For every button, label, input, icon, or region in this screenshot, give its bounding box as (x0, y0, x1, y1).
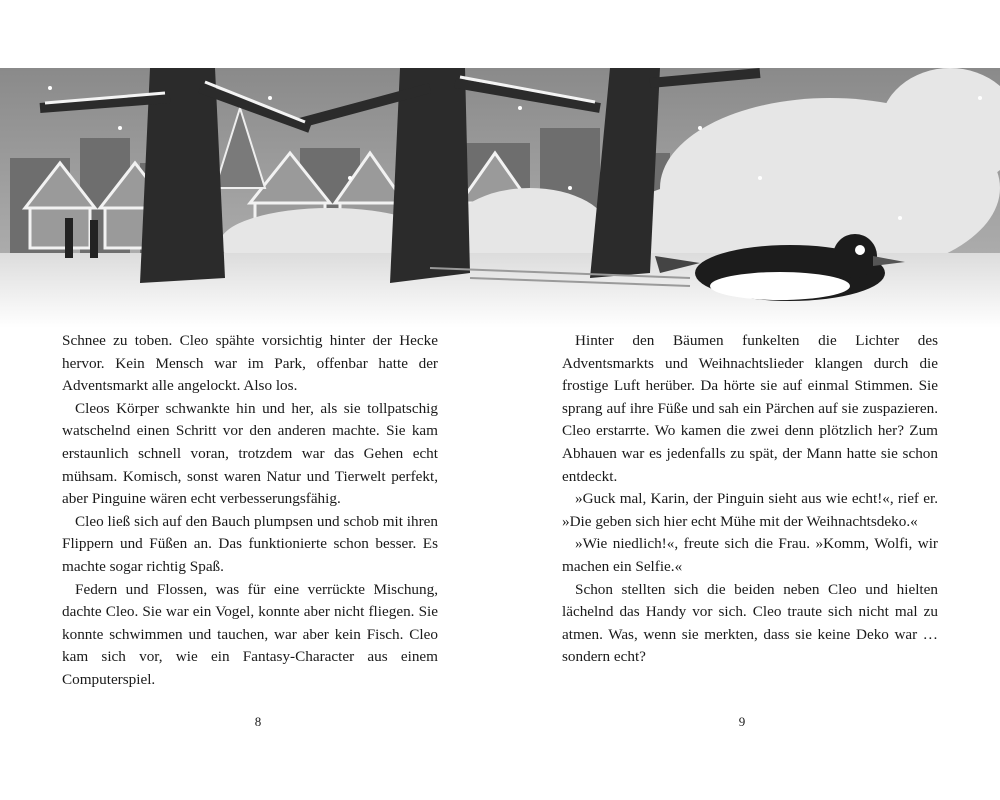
winter-park-penguin-illustration (0, 68, 1000, 328)
illustration-canvas (0, 68, 1000, 328)
page-number-left: 8 (254, 714, 262, 729)
right-paragraph-4: Schon stellten sich die beiden neben Cleo und hielten lächelnd das Handy vor sich. Cleo traute sich nicht mal zu atmen. Was, wenn sie merkten, dass sie keine Deko war … sondern echt? (562, 580, 938, 666)
left-paragraph-1: Schnee zu toben. Cleo spähte vorsichtig hinter der Hecke hervor. Kein Mensch war im Park, offenbar hatte der Adventsmarkt alle angelockt. Also los. (62, 332, 438, 395)
right-page-text (562, 330, 938, 669)
right-paragraph-2: »Guck mal, Karin, der Pinguin sieht aus wie echt!«, rief er. »Die geben sich hier echt Mühe mit der Weihnachtsdeko.« (562, 490, 938, 530)
right-paragraph-3: »Wie niedlich!«, freute sich die Frau. »Komm, Wolfi, wir machen ein Selfie.« (562, 535, 938, 575)
left-paragraph-4: Federn und Flossen, was für eine verrückte Mischung, dachte Cleo. Sie war ein Vogel, konnte aber nicht fliegen. Sie konnte schwimmen und tauchen, war aber kein Fisch. Cleo kam sich vor, wie ein Fantasy-Character aus einem Computerspiel. (62, 580, 438, 688)
left-page-text (62, 330, 438, 692)
right-paragraph-1: Hinter den Bäumen funkelten die Lichter des Adventsmarkts und Weihnachtslieder klangen durch die frostige Luft herüber. Da hörte sie auf einmal Stimmen. Sie sprang auf ihre Füße und sah ein Pärchen auf sie zuspazieren. Cleo erstarrte. Wo kamen die zwei denn plötzlich her? Zum Abhauen war es jedenfalls zu spät, der Mann hatte sie schon entdeckt. (562, 332, 938, 485)
left-paragraph-3: Cleo ließ sich auf den Bauch plumpsen und schob mit ihren Flippern und Füßen an. Das funktionierte schon besser. Es machte sogar richtig Spaß. (62, 512, 438, 575)
left-paragraph-2: Cleos Körper schwankte hin und her, als sie tollpatschig watschelnd einen Schritt vor den anderen machte. Sie kam erstaunlich schnell voran, trotzdem war das Gehen echt mühsam. Komisch, sonst waren Natur und Tierwelt perfekt, aber Pinguine wären echt verbesserungsfähig. (62, 399, 438, 508)
page-number-right: 9 (738, 714, 746, 729)
